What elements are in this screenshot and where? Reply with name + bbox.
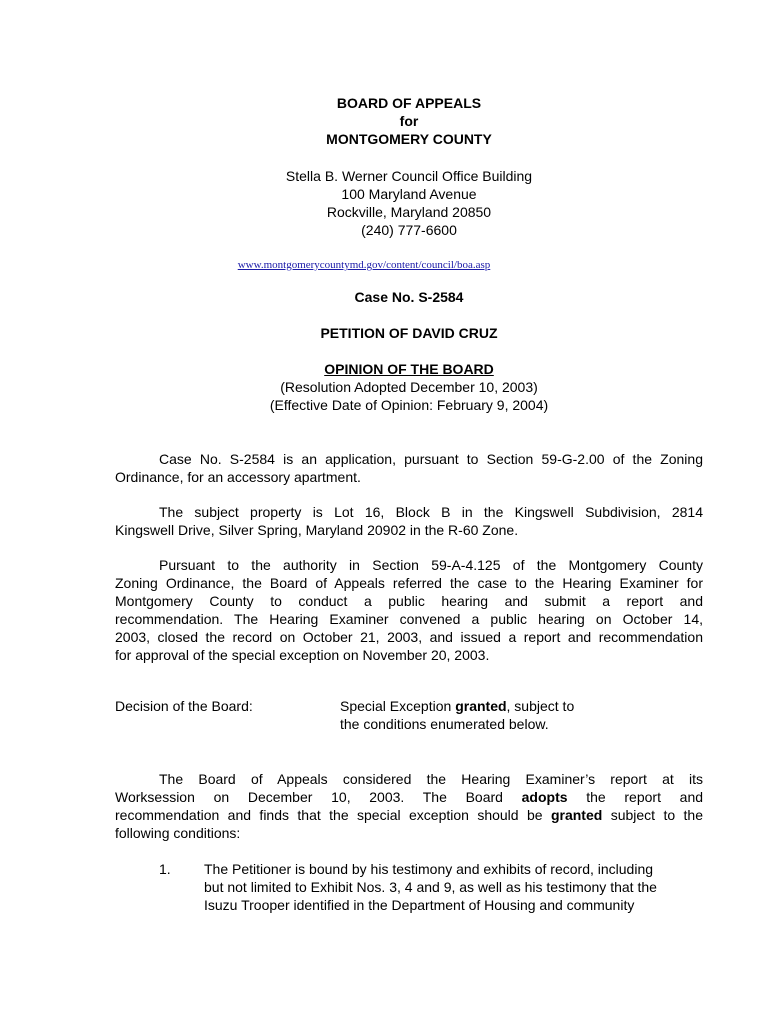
condition-line: The Petitioner is bound by his testimony and exhibits of record, including — [204, 861, 654, 877]
granted-bold: granted — [550, 807, 603, 823]
paragraph-line: Montgomery County to conduct a public hearing and submit a report and — [115, 593, 703, 609]
condition-line: but not limited to Exhibit Nos. 3, 4 and 9, as well as his testimony that the — [204, 879, 657, 895]
condition-text — [204, 860, 704, 914]
line-text: recommendation and finds that the special exception should be — [115, 807, 551, 823]
decision-line-2: the conditions enumerated below. — [340, 716, 549, 732]
petition-title: PETITION OF DAVID CRUZ — [320, 325, 498, 341]
paragraph-line: Ordinance, for an accessory apartment. — [115, 469, 361, 485]
paragraph-line: for approval of the special exception on November 20, 2003. — [115, 647, 490, 663]
condition-number: 1. — [159, 861, 171, 877]
decision-line-1 — [340, 697, 640, 715]
decision-text-after: , subject to — [506, 698, 575, 714]
opinion-title: OPINION OF THE BOARD — [324, 361, 494, 377]
decision-text — [340, 697, 640, 733]
adopts-bold: adopts — [521, 789, 568, 805]
paragraph-line — [115, 788, 703, 806]
case-number: Case No. S-2584 — [354, 289, 464, 305]
line-text: Worksession on December 10, 2003. The Board — [115, 789, 522, 805]
decision-label: Decision of the Board: — [115, 698, 253, 714]
county-title: MONTGOMERY COUNTY — [326, 131, 492, 147]
paragraph-line: recommendation. The Hearing Examiner convened a public hearing on October 14, — [115, 611, 703, 627]
resolution-date: (Resolution Adopted December 10, 2003) — [280, 379, 538, 395]
paragraph-line: 2003, closed the record on October 21, 2003, and issued a report and recommendation — [115, 629, 703, 645]
website-link-row — [0, 254, 770, 274]
decision-text-before: Special Exception — [340, 698, 456, 714]
paragraph-line: The Board of Appeals considered the Hearing Examiner’s report at its — [159, 771, 703, 787]
paragraph-authority — [115, 556, 703, 664]
phone-number: (240) 777-6600 — [361, 222, 457, 238]
paragraph-line: following conditions: — [115, 825, 241, 841]
paragraph-worksession — [115, 770, 703, 842]
board-title: BOARD OF APPEALS — [336, 95, 482, 111]
paragraph-line: The subject property is Lot 16, Block B in the Kingswell Subdivision, 2814 — [159, 504, 703, 520]
street-address: 100 Maryland Avenue — [341, 186, 477, 202]
line-text: the report and — [567, 789, 704, 805]
city-address: Rockville, Maryland 20850 — [326, 204, 492, 220]
paragraph-property — [115, 503, 703, 539]
website-link[interactable]: www.montgomerycountymd.gov/content/council/boa.asp — [237, 259, 491, 271]
effective-date: (Effective Date of Opinion: February 9, 2004) — [269, 397, 549, 413]
decision-granted: granted — [455, 698, 507, 714]
paragraph-line: Zoning Ordinance, the Board of Appeals referred the case to the Hearing Examiner for — [115, 575, 703, 591]
paragraph-application — [115, 450, 703, 486]
paragraph-line — [115, 806, 703, 824]
paragraph-line: Pursuant to the authority in Section 59-A-4.125 of the Montgomery County — [159, 557, 703, 573]
line-text: subject to the — [602, 807, 703, 823]
paragraph-line: Kingswell Drive, Silver Spring, Maryland 20902 in the R-60 Zone. — [115, 522, 519, 538]
paragraph-line: Case No. S-2584 is an application, pursuant to Section 59-G-2.00 of the Zoning — [159, 451, 703, 467]
board-title-for: for — [399, 113, 419, 129]
condition-line: Isuzu Trooper identified in the Department of Housing and community — [204, 897, 635, 913]
building-name: Stella B. Werner Council Office Building — [285, 168, 533, 184]
